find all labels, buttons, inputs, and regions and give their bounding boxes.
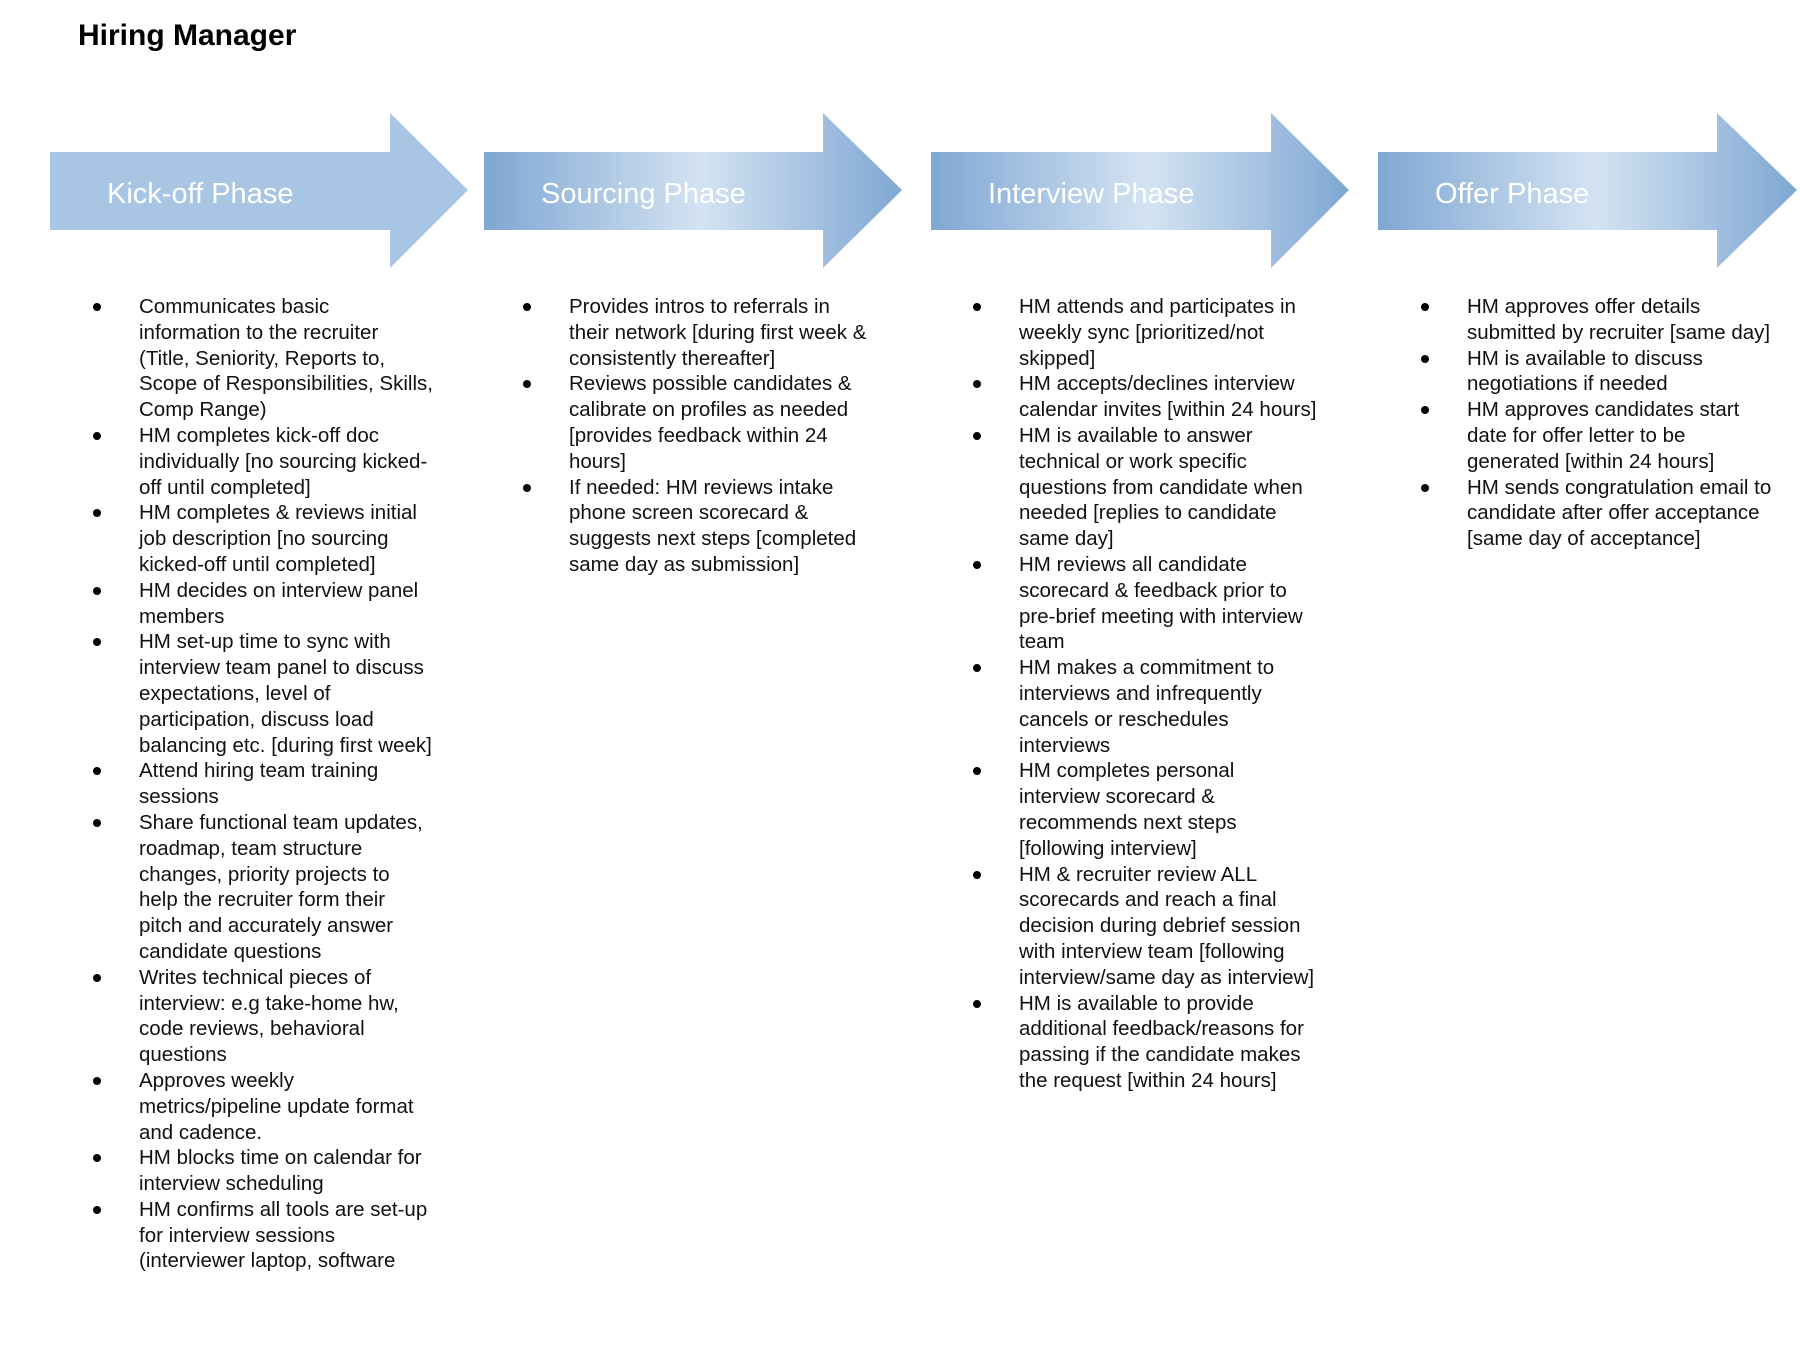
bullet-icon [93, 509, 101, 517]
list-item: Attend hiring team training sessions [93, 758, 433, 810]
list-item: HM is available to discuss negotiations if needed [1421, 346, 1776, 398]
list-item: HM completes & reviews initial job description [no sourcing kicked-off until completed] [93, 500, 433, 577]
bullet-icon [523, 484, 531, 492]
list-item: HM & recruiter review ALL scorecards and reach a final decision during debrief session with interview team [following interview/same day as interview] [973, 862, 1318, 991]
list-item: Reviews possible candidates & calibrate on profiles as needed [provides feedback within 24 hours] [523, 371, 868, 474]
list-item: Share functional team updates, roadmap, team structure changes, priority projects to help the recruiter form their pitch and accurately answer candidate questions [93, 810, 433, 965]
kickoff-responsibilities-list [93, 294, 433, 1274]
bullet-icon [93, 303, 101, 311]
list-item: HM decides on interview panel members [93, 578, 433, 630]
list-item: HM is available to provide additional feedback/reasons for passing if the candidate makes the request [within 24 hours] [973, 991, 1318, 1094]
phase-arrow-graphics [0, 0, 1800, 300]
bullet-icon [93, 1206, 101, 1214]
bullet-icon [973, 380, 981, 388]
list-item: Writes technical pieces of interview: e.g take-home hw, code reviews, behavioral questions [93, 965, 433, 1068]
phase-label-sourcing: Sourcing Phase [541, 178, 746, 210]
bullet-icon [93, 974, 101, 982]
bullet-icon [523, 380, 531, 388]
list-item: HM blocks time on calendar for interview scheduling [93, 1145, 433, 1197]
list-item: Approves weekly metrics/pipeline update format and cadence. [93, 1068, 433, 1145]
bullet-icon [973, 303, 981, 311]
bullet-icon [93, 638, 101, 646]
bullet-icon [1421, 355, 1429, 363]
bullet-icon [93, 587, 101, 595]
sourcing-responsibilities-list [523, 294, 868, 578]
list-item: HM attends and participates in weekly sync [prioritized/not skipped] [973, 294, 1318, 371]
list-item: Provides intros to referrals in their network [during first week & consistently thereafter] [523, 294, 868, 371]
bullet-icon [973, 432, 981, 440]
list-item: Communicates basic information to the recruiter (Title, Seniority, Reports to, Scope of Responsibilities, Skills, Comp Range) [93, 294, 433, 423]
list-item: HM sends congratulation email to candidate after offer acceptance [same day of acceptance] [1421, 475, 1776, 552]
list-item: HM reviews all candidate scorecard & feedback prior to pre-brief meeting with interview team [973, 552, 1318, 655]
list-item: HM accepts/declines interview calendar invites [within 24 hours] [973, 371, 1318, 423]
phase-label-offer: Offer Phase [1435, 178, 1590, 210]
list-item: HM approves offer details submitted by recruiter [same day] [1421, 294, 1776, 346]
phase-arrows [0, 0, 1800, 300]
bullet-icon [1421, 484, 1429, 492]
bullet-icon [973, 871, 981, 879]
bullet-icon [93, 1077, 101, 1085]
list-item: HM set-up time to sync with interview team panel to discuss expectations, level of participation, discuss load balancing etc. [during first week] [93, 629, 433, 758]
bullet-icon [93, 432, 101, 440]
list-item: If needed: HM reviews intake phone screen scorecard & suggests next steps [completed same day as submission] [523, 475, 868, 578]
list-item: HM approves candidates start date for offer letter to be generated [within 24 hours] [1421, 397, 1776, 474]
bullet-icon [93, 819, 101, 827]
bullet-icon [523, 303, 531, 311]
bullet-icon [93, 767, 101, 775]
bullet-icon [973, 1000, 981, 1008]
offer-responsibilities-list [1421, 294, 1776, 552]
phase-label-interview: Interview Phase [988, 178, 1195, 210]
bullet-icon [93, 1154, 101, 1162]
bullet-icon [973, 561, 981, 569]
bullet-icon [1421, 406, 1429, 414]
page-title: Hiring Manager [78, 19, 297, 52]
bullet-icon [973, 664, 981, 672]
bullet-icon [973, 767, 981, 775]
list-item: HM is available to answer technical or work specific questions from candidate when needed [replies to candidate same day] [973, 423, 1318, 552]
list-item: HM completes kick-off doc individually [no sourcing kicked-off until completed] [93, 423, 433, 500]
list-item: HM confirms all tools are set-up for interview sessions (interviewer laptop, software [93, 1197, 433, 1274]
bullet-icon [1421, 303, 1429, 311]
list-item: HM completes personal interview scorecard & recommends next steps [following interview] [973, 758, 1318, 861]
interview-responsibilities-list [973, 294, 1318, 1094]
phase-label-kickoff: Kick-off Phase [107, 178, 294, 210]
list-item: HM makes a commitment to interviews and infrequently cancels or reschedules interviews [973, 655, 1318, 758]
